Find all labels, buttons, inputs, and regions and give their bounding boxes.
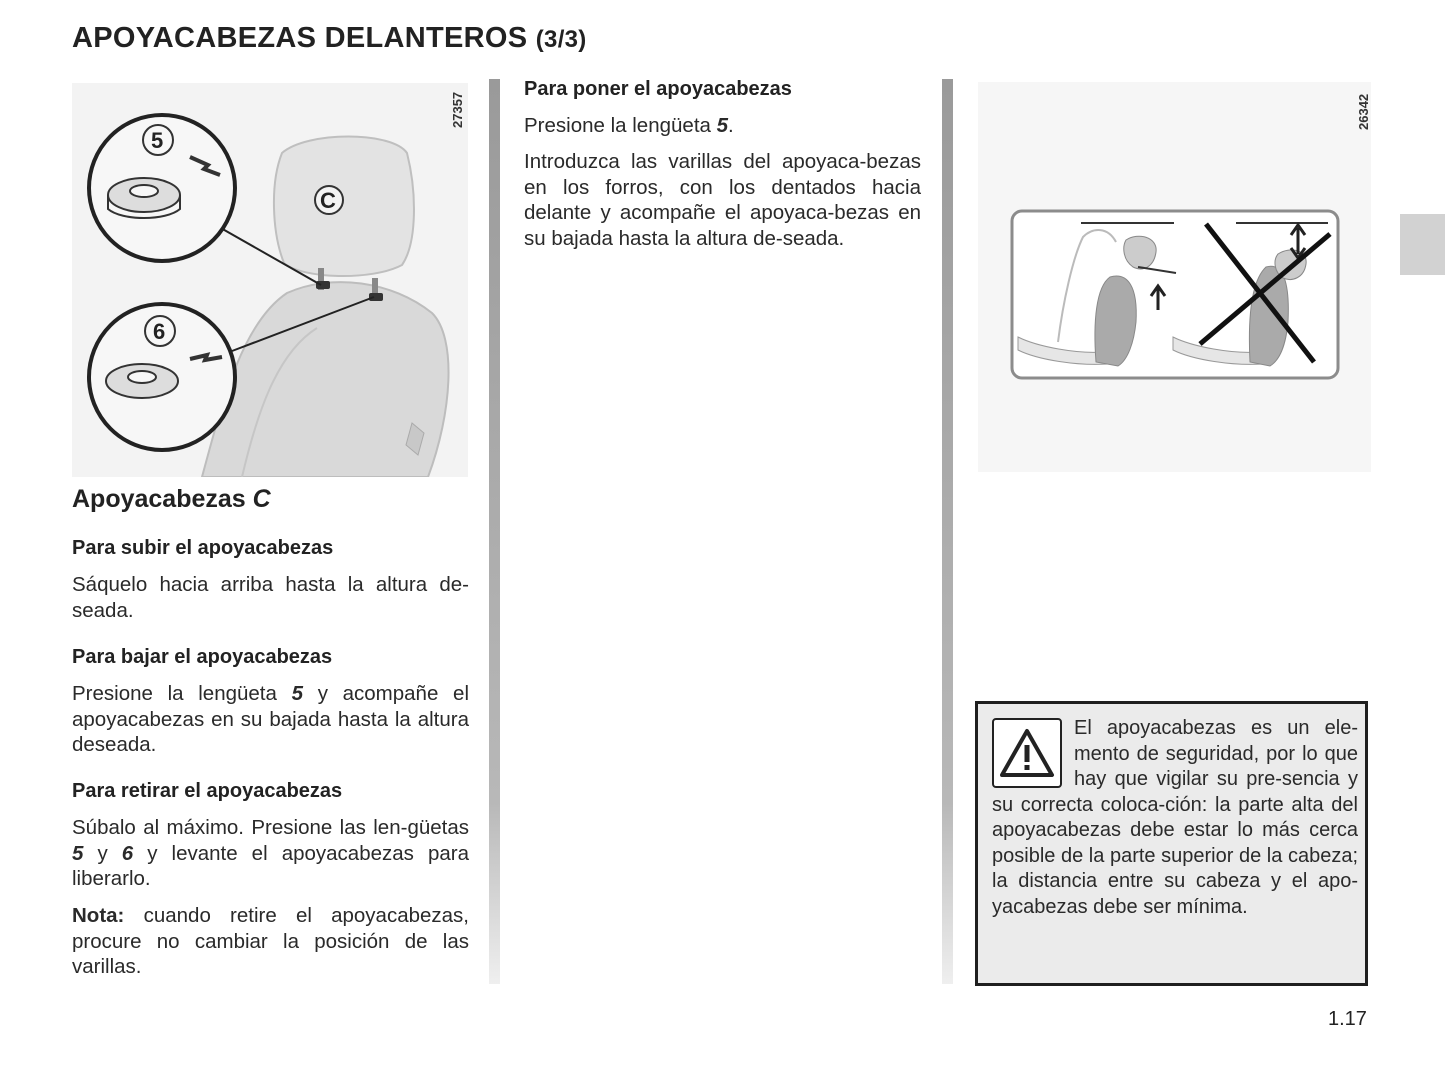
callout-6: 6 [153,319,166,344]
title-main: APOYACABEZAS DELANTEROS [72,22,528,54]
remove-text-pre: Súbalo al máximo. Presione las len-güetas [72,816,469,839]
note-label: Nota: [72,904,125,927]
raise-body: Sáquelo hacia arriba hasta la altura de-seada. [72,573,469,622]
lower-ref-5: 5 [291,682,303,705]
remove-body [72,815,469,892]
section-heading [72,485,271,514]
remove-text-post: y levante el apoyacabezas para liberarlo. [72,841,469,890]
lower-text-pre: Presione la lengüeta [72,682,292,705]
title-part: (3/3) [535,26,587,53]
warning-box [975,701,1368,986]
warning-message: El apoyacabezas es un ele-mento de seguridad, por lo que hay que vigilar su pre-sencia y su correcta coloca-ción: la parte alta del apoyacabezas debe estar lo más cerca posible de la parte superior de la cabeza; la distancia entre su cabeza y el apo-yacabezas debe ser mínima. [992,717,1358,918]
raise-heading: Para subir el apoyacabezas [72,537,334,559]
lower-heading: Para bajar el apoyacabezas [72,646,333,668]
install-step1-pre: Presione la lengüeta [524,114,717,137]
section-heading-text: Apoyacabezas [72,485,253,513]
lower-text-post: y acompañe el apoyacabezas en su bajada hasta la altura deseada. [72,682,470,756]
section-heading-letter: C [252,485,271,513]
column-divider-left [489,79,500,984]
install-step-1 [524,113,921,139]
page-number: 1.17 [1328,1008,1367,1030]
page-title [72,22,587,55]
figure-number-left: 27357 [450,91,465,128]
callout-5: 5 [151,128,164,153]
callout-c: C [320,188,336,213]
remove-ref-5: 5 [72,841,84,865]
headrest-position-illustration [978,82,1371,472]
side-tab [1400,214,1445,275]
position-figure [978,82,1371,472]
warning-triangle-icon [999,727,1055,779]
warning-icon-frame [992,718,1062,788]
headrest-figure [72,83,468,477]
remove-note [72,903,469,980]
install-step1-post: . [728,114,734,137]
headrest-illustration [72,83,468,477]
remove-heading: Para retirar el apoyacabezas [72,780,343,802]
note-text: cuando retire el apoyacabezas, procure no cambiar la posición de las varillas. [72,904,469,978]
install-heading: Para poner el apoyacabezas [524,78,792,100]
install-step-2: Introduzca las varillas del apoyaca-bezas en los forros, con los dentados hacia delante y acompañe el apoyaca-bezas en su bajada hasta la altura de-seada. [524,150,921,250]
column-divider-right [942,79,953,984]
warning-text [992,716,1358,920]
figure-number-right: 26342 [1356,93,1371,130]
install-ref-5: 5 [716,114,729,137]
remove-ref-6: 6 [121,841,134,865]
lower-body [72,681,469,758]
remove-text-mid: y [83,841,122,865]
